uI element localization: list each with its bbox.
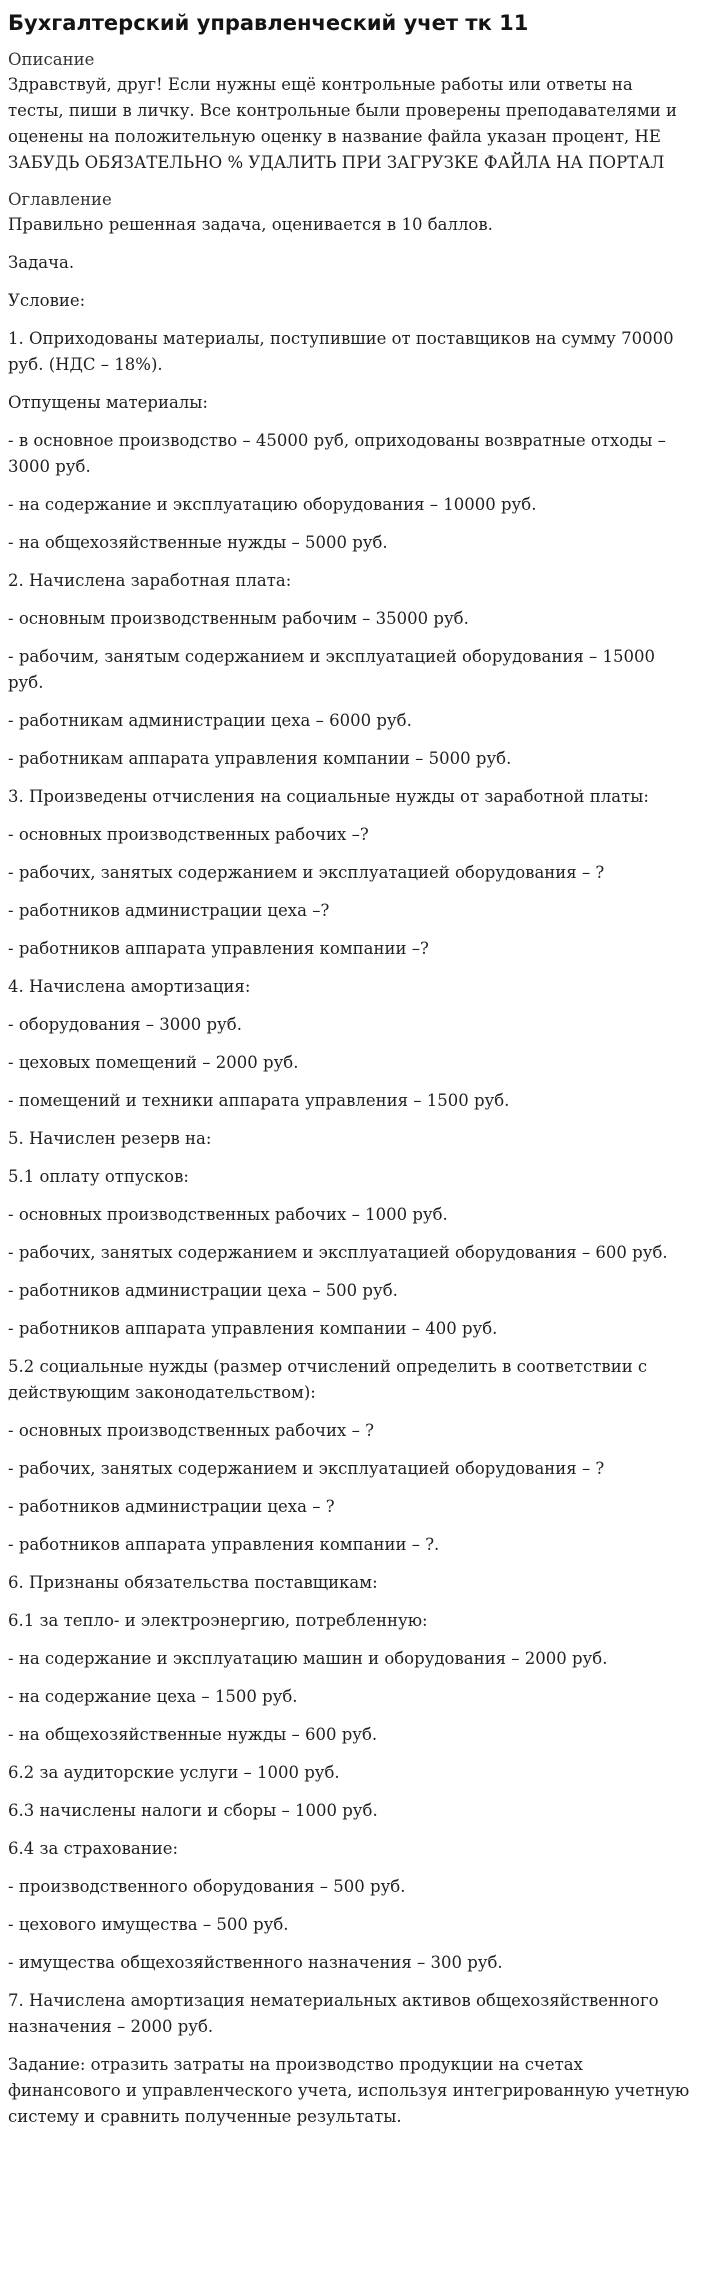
text-paragraph: - цехового имущества – 500 руб.	[8, 1915, 289, 1935]
text-paragraph: - помещений и техники аппарата управления – 1500 руб.	[8, 1091, 510, 1111]
text-paragraph: - на содержание цеха – 1500 руб.	[8, 1687, 298, 1707]
text-paragraph: - работникам аппарата управления компании – 5000 руб.	[8, 749, 512, 769]
text-paragraph: Отпущены материалы:	[8, 393, 208, 413]
text-paragraph: - на содержание и эксплуатацию оборудования – 10000 руб.	[8, 495, 537, 515]
toc-text: Правильно решенная задача, оценивается в 10 баллов.	[8, 215, 493, 235]
toc-label: Оглавление	[8, 190, 112, 210]
text-paragraph: - основных производственных рабочих –?	[8, 825, 369, 845]
text-paragraph: 3. Произведены отчисления на социальные нужды от заработной платы:	[8, 787, 649, 807]
text-paragraph: - работников администрации цеха – 500 руб.	[8, 1281, 398, 1301]
text-paragraph: - на общехозяйственные нужды – 5000 руб.	[8, 533, 388, 553]
text-paragraph: - основным производственным рабочим – 35000 руб.	[8, 609, 469, 629]
text-paragraph: Задача.	[8, 253, 75, 273]
description-section	[8, 48, 693, 176]
text-paragraph: 6.4 за страхование:	[8, 1839, 179, 1859]
text-paragraph: 4. Начислена амортизация:	[8, 977, 251, 997]
text-paragraph: - рабочих, занятых содержанием и эксплуатацией оборудования – ?	[8, 863, 605, 883]
text-paragraph: 6.3 начислены налоги и сборы – 1000 руб.	[8, 1801, 378, 1821]
text-paragraph: - цеховых помещений – 2000 руб.	[8, 1053, 299, 1073]
text-paragraph: - на содержание и эксплуатацию машин и оборудования – 2000 руб.	[8, 1649, 608, 1669]
text-paragraph: 6.1 за тепло- и электроэнергию, потребленную:	[8, 1611, 428, 1631]
text-paragraph: 5.1 оплату отпусков:	[8, 1167, 189, 1187]
text-paragraph: - работникам администрации цеха – 6000 руб.	[8, 711, 412, 731]
document-title: Бухгалтерский управленческий учет тк 11	[8, 11, 529, 35]
text-paragraph: - рабочих, занятых содержанием и эксплуатацией оборудования – 600 руб.	[8, 1243, 668, 1263]
task-body	[8, 250, 693, 2130]
toc-section	[8, 188, 693, 238]
text-paragraph: - в основное производство – 45000 руб, оприходованы возвратные отходы – 3000 руб.	[8, 431, 666, 477]
text-paragraph: - основных производственных рабочих – 1000 руб.	[8, 1205, 448, 1225]
text-paragraph: Условие:	[8, 291, 86, 311]
text-paragraph: - имущества общехозяйственного назначения – 300 руб.	[8, 1953, 503, 1973]
text-paragraph: - работников аппарата управления компании – 400 руб.	[8, 1319, 498, 1339]
text-paragraph: 1. Оприходованы материалы, поступившие от поставщиков на сумму 70000 руб. (НДС – 18%).	[8, 329, 674, 375]
text-paragraph: - рабочих, занятых содержанием и эксплуатацией оборудования – ?	[8, 1459, 605, 1479]
text-paragraph: - оборудования – 3000 руб.	[8, 1015, 242, 1035]
description-label: Описание	[8, 50, 95, 70]
text-paragraph: - основных производственных рабочих – ?	[8, 1421, 374, 1441]
text-paragraph: 6. Признаны обязательства поставщикам:	[8, 1573, 378, 1593]
text-paragraph: - работников аппарата управления компании – ?.	[8, 1535, 440, 1555]
text-paragraph: - рабочим, занятым содержанием и эксплуатацией оборудования – 15000 руб.	[8, 647, 655, 693]
description-text: Здравствуй, друг! Если нужны ещё контрольные работы или ответы на тесты, пиши в личку. Все контрольные были проверены преподавателями и оценены на положительную оценку в название файла указан процент, НЕ ЗАБУДЬ ОБЯЗАТЕЛЬНО % УДАЛИТЬ ПРИ ЗАГРУЗКЕ ФАЙЛА НА ПОРТАЛ	[8, 75, 678, 173]
text-paragraph: 5. Начислен резерв на:	[8, 1129, 212, 1149]
text-paragraph: 6.2 за аудиторские услуги – 1000 руб.	[8, 1763, 340, 1783]
text-paragraph: - производственного оборудования – 500 руб.	[8, 1877, 406, 1897]
text-paragraph: 5.2 социальные нужды (размер отчислений определить в соответствии с действующим законодательством):	[8, 1357, 648, 1403]
text-paragraph: - работников аппарата управления компании –?	[8, 939, 429, 959]
text-paragraph: 2. Начислена заработная плата:	[8, 571, 292, 591]
text-paragraph: Задание: отразить затраты на производство продукции на счетах финансового и управленческого учета, используя интегрированную учетную систему и сравнить полученные результаты.	[8, 2055, 690, 2127]
text-paragraph: 7. Начислена амортизация нематериальных активов общехозяйственного назначения – 2000 руб.	[8, 1991, 659, 2037]
text-paragraph: - на общехозяйственные нужды – 600 руб.	[8, 1725, 378, 1745]
text-paragraph: - работников администрации цеха –?	[8, 901, 330, 921]
text-paragraph: - работников администрации цеха – ?	[8, 1497, 335, 1517]
